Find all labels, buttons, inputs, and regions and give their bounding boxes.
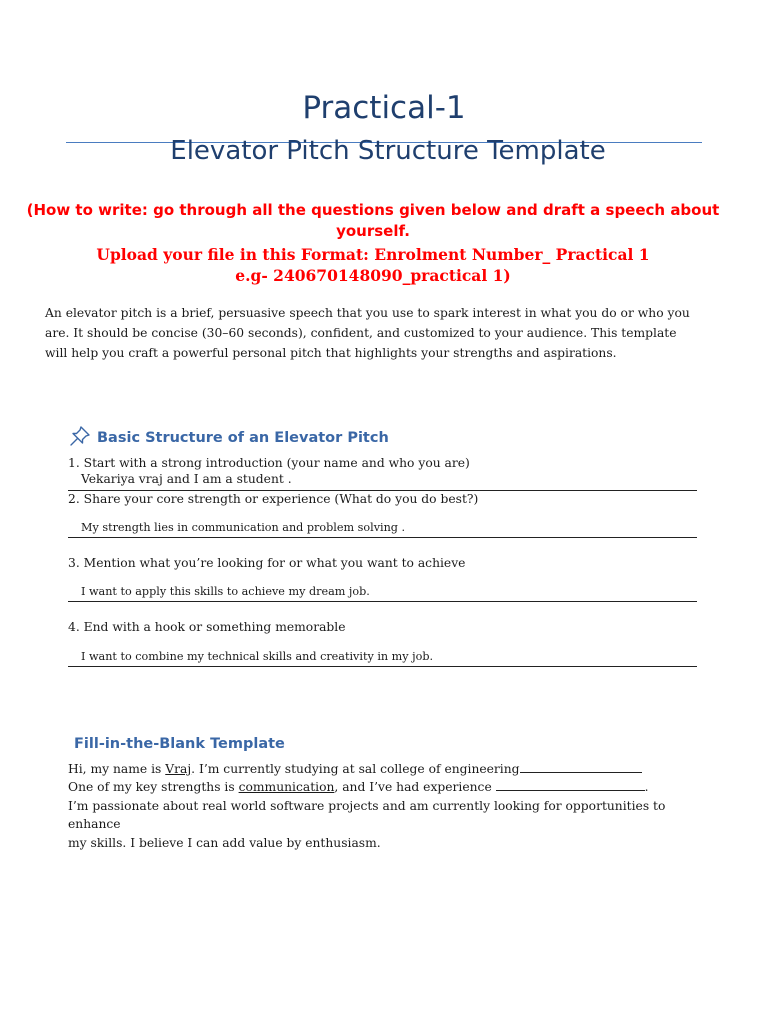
structure-question-1: 1. Start with a strong introduction (your name and who you are) bbox=[68, 456, 470, 470]
answer-line-3 bbox=[68, 601, 697, 602]
blank-line bbox=[520, 760, 642, 773]
fill-line-1: Hi, my name is Vraj. I’m currently studying at sal college of engineering bbox=[68, 760, 698, 778]
name-value: Vraj bbox=[165, 762, 192, 776]
instruction-line-3: Upload your file in this Format: Enrolment Number_ Practical 1 bbox=[96, 245, 650, 264]
fill-line-3: I’m passionate about real world software projects and am currently looking for opportunities to enhance bbox=[68, 798, 666, 832]
structure-answer-3: I want to apply this skills to achieve my dream job. bbox=[81, 585, 370, 598]
fill-line-2: One of my key strengths is communication, and I’ve had experience . bbox=[68, 780, 649, 795]
fill-line-4: my skills. I believe I can add value by enthusiasm. bbox=[68, 835, 381, 850]
structure-question-4: 4. End with a hook or something memorable bbox=[68, 620, 346, 634]
instruction-line-1: (How to write: go through all the questions given below and draft a speech about bbox=[26, 201, 720, 219]
structure-question-2: 2. Share your core strength or experience (What do you do best?) bbox=[68, 492, 479, 506]
instruction-line-2: yourself. bbox=[336, 222, 410, 240]
page-title: Practical-1 bbox=[302, 90, 466, 126]
structure-question-3: 3. Mention what you’re looking for or what you want to achieve bbox=[68, 556, 466, 570]
pushpin-icon bbox=[69, 425, 91, 447]
structure-heading: Basic Structure of an Elevator Pitch bbox=[97, 430, 389, 446]
blank-line bbox=[496, 778, 645, 791]
instruction-line-4: e.g- 240670148090_practical 1) bbox=[235, 266, 511, 285]
structure-answer-4: I want to combine my technical skills and creativity in my job. bbox=[81, 650, 434, 663]
structure-answer-2: My strength lies in communication and problem solving . bbox=[81, 521, 406, 534]
answer-line-4 bbox=[68, 666, 697, 667]
page-subtitle: Elevator Pitch Structure Template bbox=[170, 136, 606, 166]
strength-value: communication bbox=[238, 780, 335, 795]
fill-template-body bbox=[68, 760, 698, 852]
intro-paragraph: An elevator pitch is a brief, persuasive speech that you use to spark interest in what you do or who you are. It should be concise (30–60 seconds), confident, and customized to your audience. This template will help you craft a powerful personal pitch that highlights your strengths and aspirations. bbox=[45, 306, 690, 360]
answer-line-2 bbox=[68, 537, 697, 538]
answer-line-1 bbox=[68, 490, 697, 491]
fill-template-heading: Fill-in-the-Blank Template bbox=[74, 736, 285, 752]
structure-answer-1: Vekariya vraj and I am a student . bbox=[81, 472, 292, 486]
